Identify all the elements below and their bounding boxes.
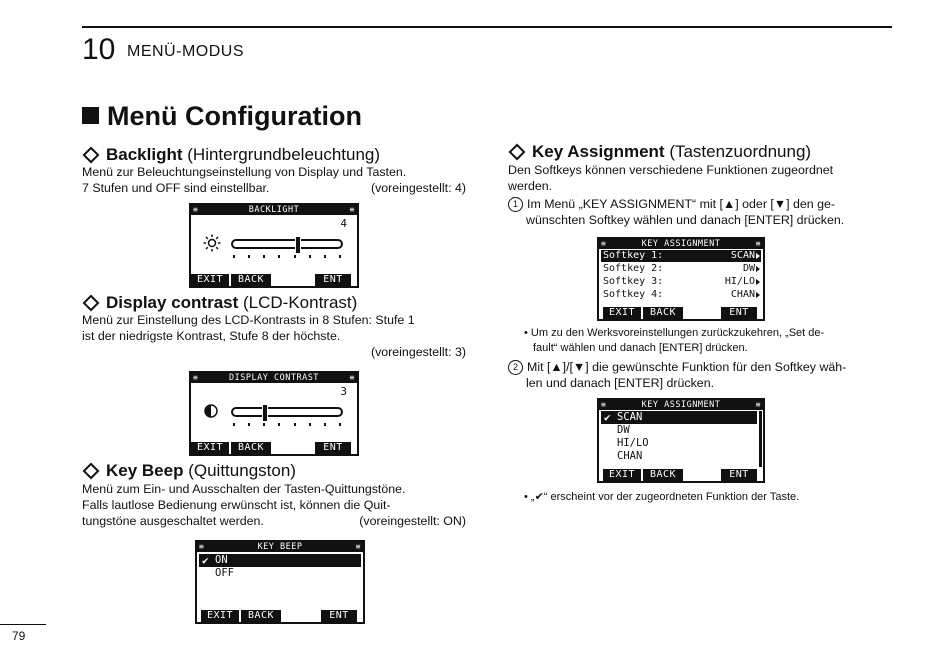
exit-softkey: EXIT <box>191 274 229 286</box>
keyassign-intro: Den Softkeys können verschiedene Funktionen zugeordnet werden. <box>508 163 834 193</box>
contrast-slider <box>231 407 343 417</box>
keyassign-heading: Key Assignment (Tastenzuordnung) <box>508 142 811 162</box>
exit-softkey: EXIT <box>603 469 641 481</box>
page-title: Menü Configuration <box>82 100 362 132</box>
arrow-right-icon <box>756 279 760 285</box>
brightness-icon <box>203 234 221 252</box>
chapter-number: 10 <box>82 33 116 66</box>
keyassign-screen2: ≡ KEY ASSIGNMENT ≡ ✔ SCAN DW HI/LO CHAN EXIT BACK ENT <box>597 398 765 483</box>
diamond-icon <box>509 143 526 160</box>
page-number: 79 <box>0 624 46 643</box>
backlight-heading: Backlight (Hintergrundbeleuchtung) <box>82 145 380 165</box>
backlight-screen: ≡ BACKLIGHT ≡ 4 EXIT BACK ENT <box>189 203 359 288</box>
chapter-title: MENÜ-MODUS <box>127 43 244 60</box>
backlight-slider <box>231 239 343 249</box>
function-option: CHAN <box>617 450 643 462</box>
keyassign-step2: 2 Mit [▲]/[▼] die gewünschte Funktion für den Softkey wäh- len und danach [ENTER] drücken. <box>508 359 846 391</box>
back-softkey: BACK <box>643 307 683 319</box>
contrast-value: 3 <box>340 385 347 398</box>
function-option: DW <box>617 424 630 436</box>
diamond-icon <box>83 146 100 163</box>
square-bullet-icon <box>82 107 99 124</box>
ent-softkey: ENT <box>315 274 351 286</box>
contrast-slider-thumb <box>262 404 268 422</box>
header-rule <box>82 26 892 28</box>
keybeep-text: Menü zum Ein- und Ausschalten der Tasten-Quittungstöne. Falls lautlose Bedienung erwünscht ist, können die Quit- tungstöne ausgeschaltet werden. (voreingestellt: ON) <box>82 482 466 528</box>
ent-softkey: ENT <box>315 442 351 454</box>
arrow-right-icon <box>756 266 760 272</box>
contrast-slider-ticks <box>233 423 341 427</box>
keyassign-note2: • „✔“ erscheint vor der zugeordneten Funktion der Taste. <box>524 491 800 503</box>
softkey-row: Softkey 2: DW <box>601 263 761 275</box>
contrast-text: Menü zur Einstellung des LCD-Kontrasts in 8 Stufen: Stufe 1 ist der niedrigste Kontrast, Stufe 8 der höchste. (voreingestellt: 3) <box>82 313 466 359</box>
function-option: HI/LO <box>617 437 649 449</box>
backlight-value: 4 <box>340 217 347 230</box>
backlight-softkeys <box>191 274 357 286</box>
contrast-icon <box>204 404 218 418</box>
keyassign-step1: 1 Im Menü „KEY ASSIGNMENT“ mit [▲] oder [▼] den ge- wünschten Softkey wählen und danach [ENTER] drücken. <box>508 196 844 228</box>
softkey-row: Softkey 1: SCAN <box>601 250 761 262</box>
keyassign-softkeys <box>599 469 763 481</box>
back-softkey: BACK <box>231 442 271 454</box>
check-icon: ✔ <box>604 411 611 424</box>
back-softkey: BACK <box>643 469 683 481</box>
softkey-row: Softkey 4: CHAN <box>601 289 761 301</box>
ent-softkey: ENT <box>721 307 757 319</box>
keybeep-softkeys <box>197 610 363 622</box>
step-number-badge: 1 <box>508 197 523 212</box>
keyassign-screen1: ≡ KEY ASSIGNMENT ≡ Softkey 1: SCAN Softkey 2: DW Softkey 3: HI/LO Softkey 4: CHAN EXIT BACK ENT <box>597 237 765 321</box>
keybeep-screen: ≡ KEY BEEP ≡ ✔ ON OFF EXIT BACK ENT <box>195 540 365 624</box>
check-icon: ✔ <box>202 554 209 567</box>
step-number-badge: 2 <box>508 360 523 375</box>
back-softkey: BACK <box>241 610 281 622</box>
contrast-heading: Display contrast (LCD-Kontrast) <box>82 293 357 313</box>
exit-softkey: EXIT <box>191 442 229 454</box>
back-softkey: BACK <box>231 274 271 286</box>
exit-softkey: EXIT <box>201 610 239 622</box>
keyassign-softkeys <box>599 307 763 319</box>
diamond-icon <box>83 294 100 311</box>
backlight-text: Menü zur Beleuchtungseinstellung von Display und Tasten. 7 Stufen und OFF sind einstellbar. (voreingestellt: 4) <box>82 165 466 195</box>
keyassign-note1: • Um zu den Werksvoreinstellungen zurückzukehren, „Set de- fault“ wählen und danach [ENTER] drücken. <box>524 327 825 354</box>
backlight-slider-thumb <box>295 236 301 254</box>
ent-softkey: ENT <box>721 469 757 481</box>
arrow-right-icon <box>756 292 760 298</box>
diamond-icon <box>83 462 100 479</box>
backlight-slider-ticks <box>233 255 341 259</box>
contrast-softkeys <box>191 442 357 454</box>
softkey-row: Softkey 3: HI/LO <box>601 276 761 288</box>
arrow-right-icon <box>756 253 760 259</box>
keybeep-heading: Key Beep (Quittungston) <box>82 461 296 481</box>
function-option: ✔ SCAN <box>601 411 757 424</box>
exit-softkey: EXIT <box>603 307 641 319</box>
keybeep-option-on: ✔ ON <box>199 554 361 567</box>
ent-softkey: ENT <box>321 610 357 622</box>
contrast-screen: ≡ DISPLAY CONTRAST ≡ 3 EXIT BACK ENT <box>189 371 359 456</box>
keybeep-option-off: OFF <box>215 567 234 579</box>
